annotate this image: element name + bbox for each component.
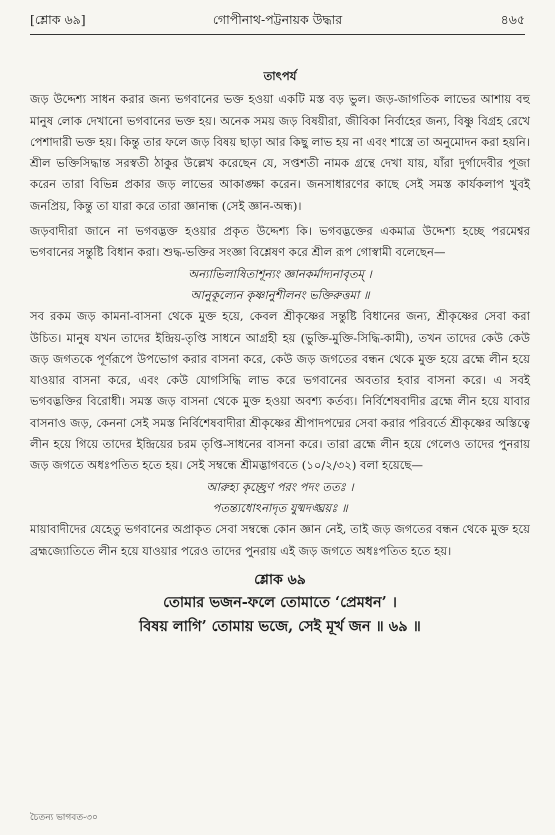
shloka-heading: শ্লোক ৬৯ — [254, 571, 306, 588]
shloka-line-1: তোমার ভজন-ফলে তোমাতে ‘প্রেমধন’ । — [163, 594, 397, 612]
page-footer: চৈতন্য ভাগবত-৩০ — [30, 813, 98, 823]
page-header — [30, 12, 525, 34]
purport-heading: তাৎপর্য — [263, 69, 297, 83]
paragraph-1: জড় উদ্দেশ্য সাধন করার জন্য ভগবানের ভক্ত হওয়া একটি মস্ত বড় ভুল। জড়-জাগতিক লাভের আশায় বহু মানুষ লোক দেখানো ভগবানের ভক্ত হয়। অনেক সময় জড় বিষয়ীরা, জীবিকা নির্বাহের জন্য, বিষ্ণু বিগ্রহ রেখে পেশাদারী ভক্ত হয়। কিন্তু তার ফলে জড় বিষয় ছাড়া আর কিছু লাভ হয় না এবং শাস্ত্রে তা অনুমোদন করা হয়নি। শ্রীল ভক্তিসিদ্ধান্ত সরস্বতী ঠাকুর উল্লেখ করেছেন যে, সপ্তশতী নামক গ্রন্থে দেখা যায়, যাঁরা দুর্গাদেবীর পূজা করেন তারা বিভিন্ন প্রকার জড় লাভের আকাঙ্ক্ষা করেন। জনসাধারণের কাছে সেই সমস্ত কার্যকলাপ খুবই জনপ্রিয়, কিন্তু তা যারা করে তারা জ্ঞানান্ধ (সেই জ্ঞান-অন্ধ)। — [30, 92, 530, 213]
paragraph-4: মায়াবাদীদের যেহেতু ভগবানের অপ্রাকৃত সেবা সম্বন্ধে কোন জ্ঞান নেই, তাই জড় জগতের বন্ধন থেকে মুক্ত হয়ে ব্রহ্মজ্যোতিতে লীন হয়ে যাওয়ার পরেও তাদের পুনরায় এই জড় জগতে অধঃপতিত হতে হয়। — [30, 522, 530, 558]
verse-reference: [শ্লোক ৬৯] — [30, 12, 86, 27]
sanskrit-verse-1-line-2: আনুকূল্যেন কৃষ্ণানুশীলনং ভক্তিরুত্তমা ॥ — [190, 287, 370, 302]
page-number: ৪৬৫ — [500, 12, 525, 27]
paragraph-2: জড়বাদীরা জানে না ভগবদ্ভক্ত হওয়ার প্রকৃত উদ্দেশ্য কি। ভগবদ্ভক্তের একমাত্র উদ্দেশ্য হচ্ছে পরমেশ্বর ভগবানের সন্তুষ্টি বিধান করা। শুদ্ধ-ভক্তির সংজ্ঞা বিশ্লেষণ করে শ্রীল রূপ গোস্বামী বলেছেন— — [30, 224, 530, 260]
running-title: গোপীনাথ-পট্টনায়ক উদ্ধার — [212, 12, 343, 27]
sanskrit-verse-2-line-1: আরুহ্য কৃচ্ছ্রেণ পরং পদং ততঃ । — [206, 479, 354, 494]
shloka-line-2: বিষয় লাগি’ তোমায় ভজে, সেই মূর্খ জন ॥ ৬৯ ॥ — [139, 618, 421, 636]
page-body — [30, 66, 530, 639]
header-rule — [30, 34, 525, 35]
sanskrit-verse-1-line-1: অন্যাভিলাষিতাশূন্যং জ্ঞানকর্মাদ্যনাবৃতম্ । — [188, 266, 372, 281]
sanskrit-verse-2-line-2: পতন্ত্যধোঽনাদৃত যুষ্মদঙ্ঘ্রয়ঃ ॥ — [212, 500, 348, 515]
paragraph-3: সব রকম জড় কামনা-বাসনা থেকে মুক্ত হয়ে, কেবল শ্রীকৃষ্ণের সন্তুষ্টি বিধানের জন্য, শ্রীকৃষ্ণের সেবা করা উচিত। মানুষ যখন তাদের ইন্দ্রিয়-তৃপ্তি সাধনে আগ্রহী হয় (ভুক্তি-মুক্তি-সিদ্ধি-কামী), তখন তাদের কেউ কেউ জড় জগতকে পূর্ণরূপে উপভোগ করার বাসনা করে, কেউ জড় জগতের বন্ধন থেকে মুক্ত হয়ে ব্রহ্মে লীন হয়ে যাওয়ার বাসনা করে, এবং কেউ যোগসিদ্ধি লাভ করে ভগবানের অবতার হবার বাসনা করে। এ সবই ভগবদ্ভক্তির বিরোধী। সমস্ত জড় বাসনা থেকে মুক্ত হওয়া অবশ্য কর্তব্য। নির্বিশেষবাদীর ব্রহ্মে লীন হয়ে যাবার বাসনাও জড়, কেননা সেই সমস্ত নির্বিশেষবাদীরা শ্রীকৃষ্ণের শ্রীপাদপদ্মের সেবা করার পরিবর্তে শ্রীকৃষ্ণের অস্তিত্বে লীন হয়ে গিয়ে তাদের ইন্দ্রিয়ের চরম তৃপ্তি-সাধনের বাসনা করে। তারা ব্রহ্মে লীন হয়ে গেলেও তাদের পুনরায় জড় জগতে অধঃপতিত হতে হয়। সেই সম্বন্ধে শ্রীমদ্ভাগবতে (১০/২/৩২) বলা হয়েছে— — [30, 309, 530, 473]
